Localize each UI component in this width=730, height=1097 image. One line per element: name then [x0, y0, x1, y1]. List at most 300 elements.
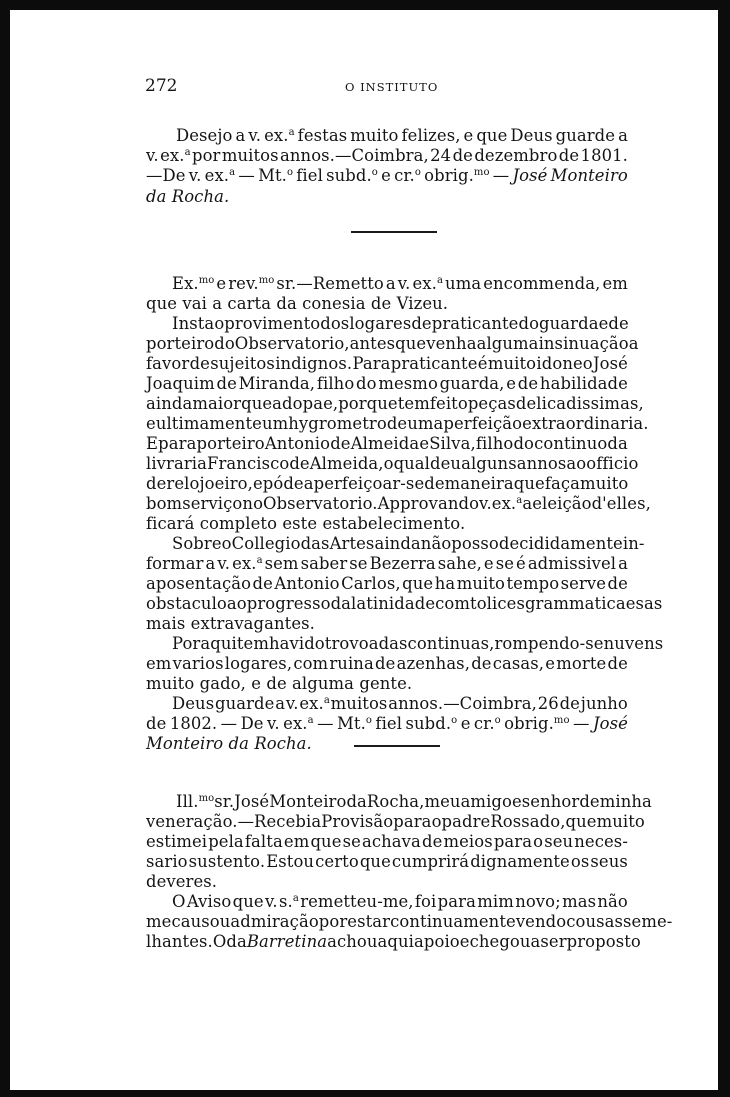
text-line	[172, 694, 628, 714]
word: que	[359, 852, 391, 871]
word: ao	[566, 454, 587, 473]
word: Estou	[266, 852, 315, 871]
word: —	[238, 166, 255, 185]
word: indignos.	[275, 354, 353, 373]
word: os	[570, 852, 590, 871]
word: continuas,	[407, 634, 495, 653]
word: novo;	[515, 892, 561, 911]
word: de	[146, 474, 167, 493]
word: v.	[397, 274, 411, 293]
word: a	[628, 334, 639, 353]
word: s.$^a$	[279, 892, 299, 911]
word: das	[300, 534, 330, 553]
text-line	[172, 314, 628, 334]
text-line	[172, 534, 645, 554]
word: livraria	[146, 454, 208, 473]
word: porteiro	[146, 334, 215, 353]
word: em	[602, 274, 628, 293]
word: e	[483, 554, 494, 573]
text-line	[146, 654, 628, 674]
word: Barretina	[246, 932, 328, 951]
word: e	[506, 374, 517, 393]
word: filho	[316, 374, 355, 393]
word: amigo	[460, 792, 512, 811]
word: O	[212, 932, 227, 951]
text-line	[146, 294, 628, 314]
word: estar	[347, 912, 391, 931]
word: muitos	[221, 146, 279, 165]
word: fiel	[375, 714, 403, 733]
text-line	[146, 852, 628, 872]
word: a	[235, 126, 246, 145]
text-line	[176, 126, 628, 146]
text-line	[172, 634, 664, 654]
word: 1801.	[580, 146, 628, 165]
word: varios	[172, 654, 224, 673]
word: por	[318, 912, 348, 931]
word: deveres.	[146, 872, 218, 891]
text-line	[146, 166, 628, 186]
word: Mt.$^o$	[258, 166, 294, 185]
word: Mt.$^o$	[337, 714, 373, 733]
text-line	[146, 354, 628, 374]
word: póde	[262, 474, 304, 493]
word: O	[172, 892, 186, 911]
word: Por	[172, 634, 201, 653]
text-line	[146, 674, 628, 694]
word: ultimamente	[155, 414, 262, 433]
word: Bezerra	[369, 554, 436, 573]
word: admiração	[230, 912, 319, 931]
word: seme-	[623, 912, 673, 931]
word: dezembro	[474, 146, 558, 165]
word: Para	[352, 354, 391, 373]
word: de	[216, 374, 237, 393]
word: relojoeiro,	[166, 474, 253, 493]
word: aqui	[200, 634, 237, 653]
text-line	[146, 374, 628, 394]
text-line	[146, 394, 644, 414]
word: cr.$^o$	[394, 166, 421, 185]
word: praticante	[390, 354, 478, 373]
word: porque	[338, 394, 398, 413]
word: e	[381, 166, 391, 185]
word: sr.—Remetto	[276, 274, 384, 293]
word: para	[493, 832, 533, 851]
word: de	[330, 434, 351, 453]
word: e	[511, 792, 522, 811]
word: mim	[477, 892, 514, 911]
word: Artes	[329, 534, 375, 553]
word: Deus	[172, 694, 215, 713]
word: que	[565, 812, 597, 831]
word: proposto	[566, 932, 641, 951]
word: minha	[599, 792, 652, 811]
word: felizes,	[401, 126, 461, 145]
word: de	[375, 654, 396, 673]
word: annos	[516, 454, 567, 473]
word: continuamente	[390, 912, 516, 931]
text-line	[146, 574, 628, 594]
word: a	[618, 554, 628, 573]
word: azenhas,	[396, 654, 471, 673]
word: sr.	[214, 792, 235, 811]
word: muitos	[330, 694, 388, 713]
word: do	[518, 314, 540, 333]
word: 26	[537, 694, 559, 713]
word: Observatorio,	[234, 334, 350, 353]
word: obrig.$^{mo}$	[424, 166, 490, 185]
word: admissivel	[527, 554, 617, 573]
word: de	[558, 146, 580, 165]
word: cr.$^o$	[473, 714, 501, 733]
word: José	[512, 166, 548, 185]
word: de	[607, 574, 628, 593]
word: ex.$^a$	[283, 714, 314, 733]
word: Joaquim	[146, 374, 215, 393]
word: o	[383, 454, 394, 473]
word: ex.$^a$	[160, 146, 191, 165]
word: tolices	[470, 594, 525, 613]
word: filho	[475, 434, 514, 453]
word: muito	[580, 474, 629, 493]
word: que	[513, 474, 545, 493]
word: ex.$^a$	[412, 274, 444, 293]
word: hygrometro	[288, 414, 387, 433]
word: grammaticaes	[524, 594, 645, 613]
word: —	[220, 714, 238, 733]
word: v.	[217, 554, 231, 573]
word: havido	[268, 634, 325, 653]
word: v.	[479, 494, 492, 513]
word: que	[395, 334, 427, 353]
word: logares	[349, 314, 412, 333]
word: e	[216, 274, 227, 293]
word: serve	[560, 574, 607, 593]
word: o	[533, 832, 544, 851]
word: extraordinaria.	[522, 414, 649, 433]
word: é	[516, 554, 526, 573]
word: cumprirá	[391, 852, 470, 871]
word: perfeição	[443, 414, 523, 433]
section-divider	[351, 231, 437, 233]
section-divider	[354, 745, 440, 747]
word: da	[330, 594, 352, 613]
word: Insta	[172, 314, 215, 333]
word: de	[579, 792, 600, 811]
word: sujeitos	[210, 354, 275, 373]
word: E	[146, 434, 159, 453]
word: ser	[540, 932, 567, 951]
word: encommenda,	[483, 274, 601, 293]
word: do	[282, 394, 303, 413]
word: senhor	[521, 792, 580, 811]
word: remetteu-me,	[300, 892, 414, 911]
word: José	[592, 714, 628, 733]
word: em	[283, 832, 310, 851]
word: cousas	[566, 912, 624, 931]
word: para	[437, 892, 476, 911]
word: a	[205, 554, 216, 573]
word: rev.$^{mo}$	[228, 274, 275, 293]
word: dos	[320, 314, 350, 333]
word: Ill.$^{mo}$	[176, 792, 215, 811]
word: progresso	[246, 594, 331, 613]
word: de	[289, 454, 310, 473]
text-line	[146, 414, 649, 434]
word: muito gado, e de alguma gente.	[146, 674, 413, 693]
word: guarde	[214, 694, 275, 713]
page-header	[145, 74, 630, 100]
text-line	[176, 792, 652, 812]
word: neces-	[574, 832, 628, 851]
word: pela	[208, 832, 244, 851]
word: Deus	[510, 126, 553, 145]
word: v.	[264, 892, 278, 911]
word: ex.$^a$	[491, 494, 523, 513]
word: o	[431, 812, 442, 831]
text-line	[146, 832, 628, 852]
running-title: O INSTITUTO	[345, 80, 439, 94]
word: apoio	[414, 932, 460, 951]
word: seus	[590, 852, 628, 871]
text-line	[146, 594, 663, 614]
word: Monteiro	[269, 792, 347, 811]
word: é	[477, 354, 488, 373]
text-line	[146, 334, 639, 354]
text-line	[146, 474, 628, 494]
word: v.	[188, 166, 202, 185]
word: formar	[146, 554, 204, 573]
word: alguma	[476, 334, 539, 353]
text-line	[146, 872, 628, 892]
text-line	[146, 812, 645, 832]
word: de	[189, 354, 210, 373]
word: feito	[429, 394, 468, 413]
word: no	[242, 494, 264, 513]
word: e	[460, 714, 471, 733]
word: que vai a carta da conesia de Vizeu.	[146, 294, 449, 313]
word: que	[476, 126, 508, 145]
word: ruina	[329, 654, 374, 673]
word: Almeida,	[309, 454, 384, 473]
word: muito	[350, 126, 399, 145]
word: achou	[327, 932, 378, 951]
word: Collegio	[231, 534, 301, 553]
word: Miranda,	[238, 374, 316, 393]
word: lhantes.	[146, 932, 213, 951]
word: —	[317, 714, 334, 733]
word: meu	[424, 792, 461, 811]
text-line	[146, 714, 628, 734]
word: 1802.	[169, 714, 218, 733]
word: Rocha,	[366, 792, 425, 811]
word: provimento	[224, 314, 321, 333]
word: de	[607, 654, 628, 673]
word: favor	[146, 354, 190, 373]
word: da	[226, 932, 247, 951]
word: se	[349, 554, 368, 573]
word: e	[463, 126, 474, 145]
text-line	[146, 734, 628, 754]
word: muito	[456, 574, 505, 593]
word: Francisco	[207, 454, 290, 473]
word: obstaculo	[146, 594, 227, 613]
word: decididamente	[498, 534, 623, 553]
word: achava	[361, 832, 421, 851]
word: veneração.—Recebi	[146, 812, 312, 831]
word: guarde	[555, 126, 616, 145]
word: Almeida	[350, 434, 420, 453]
word: e	[545, 654, 556, 673]
word: do	[214, 334, 235, 353]
word: para	[393, 812, 432, 831]
word: ex.$^a$	[232, 554, 263, 573]
word: v.	[146, 146, 159, 165]
word: delicadissimas,	[515, 394, 644, 413]
word: aqui	[377, 932, 415, 951]
word: e	[146, 414, 156, 433]
text-line	[146, 514, 628, 534]
text-line	[146, 146, 628, 166]
word: annos.—Coimbra,	[388, 694, 537, 713]
word: saber	[300, 554, 348, 573]
word: e	[419, 434, 430, 453]
word: e	[252, 474, 263, 493]
word: do	[513, 434, 535, 453]
word: a	[385, 274, 396, 293]
word: de	[424, 474, 445, 493]
word: sustento.	[188, 852, 266, 871]
word: não	[420, 534, 452, 553]
word: ainda	[374, 534, 421, 553]
word: peças	[467, 394, 516, 413]
word: Ex.$^{mo}$	[172, 274, 215, 293]
word: logares,	[224, 654, 293, 673]
word: José	[593, 354, 628, 373]
word: mais extravagantes.	[146, 614, 315, 633]
word: —De	[146, 166, 186, 185]
word: continuo	[534, 434, 608, 453]
word: guarda	[539, 314, 599, 333]
word: a	[311, 812, 322, 831]
word: bom	[146, 494, 183, 513]
word: maior	[192, 394, 242, 413]
word: rompendo-se	[494, 634, 604, 653]
word: que	[232, 892, 264, 911]
word: de	[559, 694, 580, 713]
word: junho	[580, 694, 628, 713]
word: as	[644, 594, 663, 613]
word: da	[607, 434, 628, 453]
word: maneira	[444, 474, 514, 493]
word: que	[402, 574, 434, 593]
word: Monteiro	[550, 166, 628, 185]
word: de	[386, 414, 408, 433]
word: muito	[596, 812, 645, 831]
word: muito	[487, 354, 537, 373]
text-line	[146, 454, 639, 474]
text-line	[146, 494, 651, 514]
word: Approvando	[377, 494, 480, 513]
word: por	[191, 146, 221, 165]
word: de	[252, 574, 273, 593]
word: aposentação	[146, 574, 252, 593]
word: ex.$^a$	[264, 126, 295, 145]
word: sario	[146, 852, 188, 871]
word: tem	[236, 634, 269, 653]
word: em	[146, 654, 172, 673]
word: certo	[315, 852, 359, 871]
word: que	[241, 394, 273, 413]
word: insinuação	[538, 334, 629, 353]
word: se	[495, 554, 515, 573]
text-line	[146, 434, 628, 454]
word: estimei	[146, 832, 208, 851]
word: ex.$^a$	[204, 166, 236, 185]
word: de	[146, 714, 167, 733]
word: obrig.$^{mo}$	[504, 714, 570, 733]
word: Antonio	[264, 434, 331, 453]
word: e	[459, 932, 470, 951]
word: da	[346, 792, 367, 811]
text-line	[146, 912, 673, 932]
word: pae,	[302, 394, 339, 413]
word: qual	[393, 454, 431, 473]
word: padre	[441, 812, 491, 831]
word: que	[310, 832, 342, 851]
word: falta	[244, 832, 283, 851]
word: da Rocha.	[146, 187, 230, 206]
word: a	[618, 126, 628, 145]
text-line	[172, 274, 628, 294]
word: —	[573, 714, 590, 733]
word: antes	[349, 334, 396, 353]
word: a	[530, 932, 541, 951]
word: causou	[171, 912, 231, 931]
word: v.	[248, 126, 262, 145]
word: deu	[430, 454, 462, 473]
word: seu	[544, 832, 574, 851]
word: de	[471, 654, 492, 673]
word: praticante	[431, 314, 519, 333]
word: sahe,	[437, 554, 482, 573]
word: dignamente	[470, 852, 570, 871]
word: latinidade	[351, 594, 436, 613]
word: ainda	[146, 394, 193, 413]
word: Observatorio.	[263, 494, 378, 513]
word: mas	[562, 892, 597, 911]
word: tem	[397, 394, 430, 413]
word: Rossado,	[490, 812, 566, 831]
word: fiel	[296, 166, 323, 185]
word: festas	[297, 126, 348, 145]
word: de	[608, 314, 629, 333]
word: não	[597, 892, 628, 911]
word: uma	[445, 274, 482, 293]
word: a	[275, 694, 286, 713]
word: casas,	[492, 654, 545, 673]
word: de	[411, 314, 432, 333]
word: idoneo	[536, 354, 593, 373]
word: me	[146, 912, 172, 931]
word: ao	[226, 594, 247, 613]
text-line	[146, 554, 628, 574]
word: para	[158, 434, 197, 453]
word: subd.$^o$	[326, 166, 378, 185]
word: ha	[434, 574, 456, 593]
word: faça	[544, 474, 581, 493]
